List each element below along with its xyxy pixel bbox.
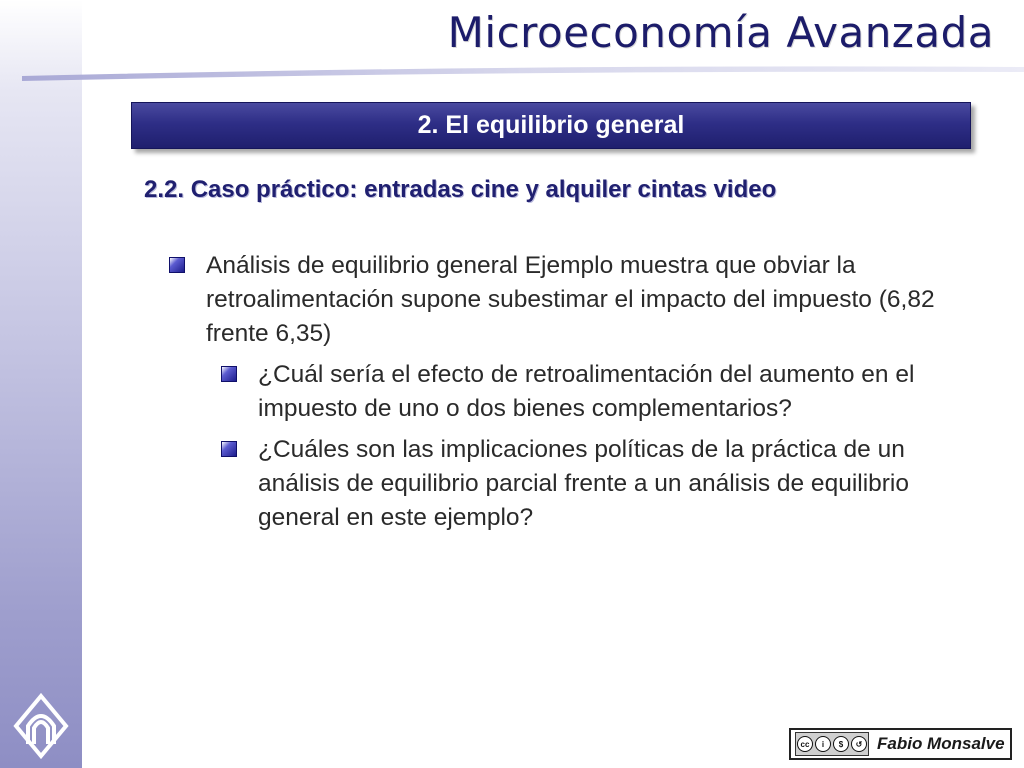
sa-icon: ↺ xyxy=(851,736,867,752)
square-bullet-icon xyxy=(169,257,185,273)
nc-icon: $ xyxy=(833,736,849,752)
subsection-title: 2.2. Caso práctico: entradas cine y alquiler cintas video xyxy=(144,176,777,203)
sidebar-gradient xyxy=(0,0,82,768)
presentation-title: Microeconomía Avanzada xyxy=(447,8,994,57)
by-icon: i xyxy=(815,736,831,752)
creative-commons-icon xyxy=(795,732,869,756)
cc-icon: cc xyxy=(797,736,813,752)
sub-bullet-item: ¿Cuáles son las implicaciones políticas de la práctica de un análisis de equilibrio parcial frente a un análisis de equilibrio general en este ejemplo? xyxy=(258,436,909,531)
author-name: Fabio Monsalve xyxy=(877,734,1005,753)
university-logo-icon xyxy=(12,692,70,760)
bullet-item: Análisis de equilibrio general Ejemplo muestra que obviar la retroalimentación supone subestimar el impacto del impuesto (6,82 frente 6,35) xyxy=(206,252,935,347)
square-bullet-icon xyxy=(221,441,237,457)
square-bullet-icon xyxy=(221,366,237,382)
license-badge xyxy=(789,728,1012,760)
section-title: 2. El equilibrio general xyxy=(417,111,685,139)
section-title-bar xyxy=(131,102,971,149)
header-divider xyxy=(22,64,1024,82)
sub-bullet-item: ¿Cuál sería el efecto de retroalimentación del aumento en el impuesto de uno o dos bienes complementarios? xyxy=(258,361,915,422)
